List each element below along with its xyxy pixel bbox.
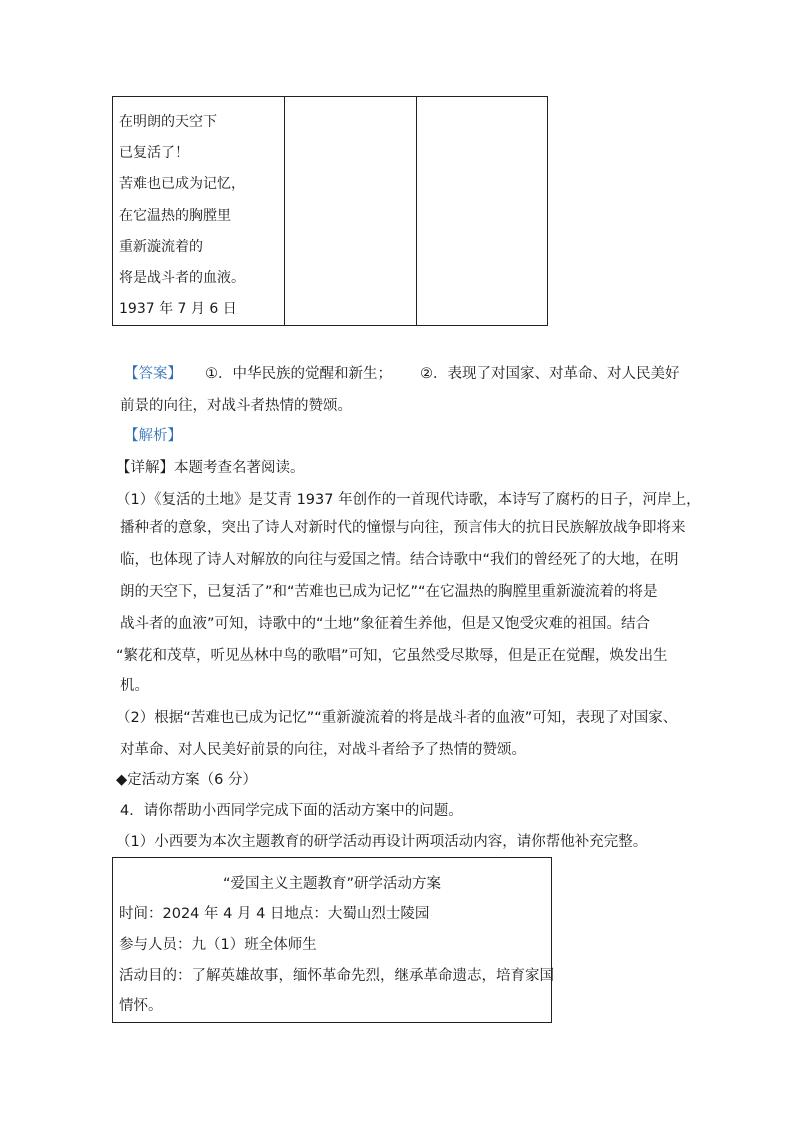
poem-line: 将是战斗者的血液。 — [119, 270, 245, 287]
section-heading: ◆定活动方案（6 分） — [116, 772, 257, 788]
answer-item-2-cont: 前景的向往，对战斗者热情的赞颂。 — [120, 398, 352, 414]
empty-cell-2 — [285, 97, 417, 326]
analysis-p1-line: 朗的天空下，已复活了”和“苦难也已成为记忆”“在它温热的胸膛里重新漩流着的将是 — [120, 584, 658, 600]
poem-date: 1937 年 7 月 6 日 — [119, 301, 237, 318]
plan-purpose-cont: 情怀。 — [119, 998, 163, 1014]
analysis-p1-line: 播种者的意象，突出了诗人对新时代的憧憬与向往，预言伟大的抗日民族解放战争即将来 — [120, 520, 686, 536]
plan-purpose: 活动目的：了解英雄故事，缅怀革命先烈，继承革命遗志，培育家国 — [119, 968, 554, 984]
poem-line: 已复活了！ — [119, 145, 189, 162]
question-4-1: （1）小西要为本次主题教育的研学活动再设计两项活动内容，请你帮他补充完整。 — [116, 834, 648, 850]
empty-cell-3 — [417, 97, 548, 326]
answer-item-1: ①．中华民族的觉醒和新生； — [205, 366, 392, 382]
analysis-p2-line: 对革命、对人民美好前景的向往，对战斗者给予了热情的赞颂。 — [120, 742, 526, 758]
poem-line: 重新漩流着的 — [119, 238, 203, 255]
plan-participants: 参与人员：九（1）班全体师生 — [119, 937, 317, 953]
plan-title: “爱国主义主题教育”研学活动方案 — [222, 876, 442, 892]
analysis-p1-line: “繁花和茂草，听见丛林中鸟的歌唱”可知，它虽然受尽欺辱，但是正在觉醒，焕发出生 — [116, 648, 668, 664]
question-4: 4．请你帮助小西同学完成下面的活动方案中的问题。 — [120, 803, 463, 819]
analysis-p1-line: 临，也体现了诗人对解放的向往与爱国之情。结合诗歌中“我们的曾经死了的大地，在明 — [120, 552, 679, 568]
activity-plan-box — [112, 857, 552, 1023]
answer-tag: 【答案】 — [124, 366, 182, 382]
analysis-p1-line: 战斗者的血液”可知，诗歌中的“土地”象征着生养他，但是又饱受灾难的祖国。结合 — [120, 616, 651, 632]
poem-line: 苦难也已成为记忆， — [119, 176, 245, 193]
answer-item-2: ②．表现了对国家、对革命、对人民美好 — [420, 366, 680, 382]
poem-table — [112, 96, 548, 326]
plan-time: 时间：2024 年 4 月 4 日地点：大蜀山烈士陵园 — [119, 906, 430, 922]
detail-heading: 【详解】本题考查名著阅读。 — [116, 460, 305, 476]
analysis-p2-line: （2）根据“苦难也已成为记忆”“重新漩流着的将是战斗者的血液”可知，表现了对国家、 — [116, 710, 678, 726]
poem-line: 在明朗的天空下 — [119, 114, 217, 130]
analysis-p1-line: （1）《复活的土地》是艾青 1937 年创作的一首现代诗歌，本诗写了腐朽的日子，河岸上， — [116, 492, 701, 508]
analysis-p1-line: 机。 — [120, 678, 149, 694]
poem-line: 在它温热的胸膛里 — [119, 207, 231, 224]
poem-cell — [113, 97, 285, 326]
analysis-tag: 【解析】 — [124, 428, 182, 444]
